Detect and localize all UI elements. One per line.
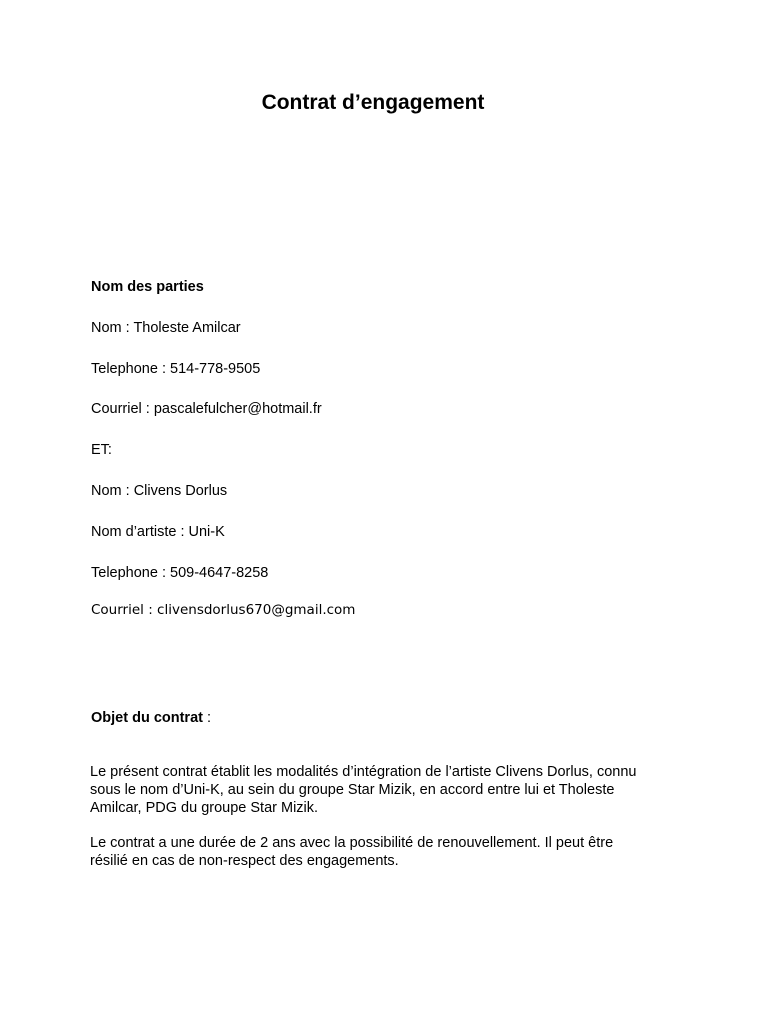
object-heading-line <box>91 710 211 726</box>
object-heading-suffix: : <box>202 710 212 726</box>
party2-email: Courriel : clivensdorlus670@gmail.com <box>91 602 356 618</box>
parties-heading: Nom des parties <box>91 279 204 295</box>
party1-email: Courriel : pascalefulcher@hotmail.fr <box>91 401 322 417</box>
party2-name: Nom : Clivens Dorlus <box>91 483 228 499</box>
parties-separator: ET: <box>91 442 112 458</box>
object-paragraph-2: Le contrat a une durée de 2 ans avec la possibilité de renouvellement. Il peut être résilié en cas de non-respect des engagements. <box>90 835 614 869</box>
document-title: Contrat d’engagement <box>261 91 485 114</box>
object-heading: Objet du contrat <box>91 710 203 726</box>
party1-phone: Telephone : 514-778-9505 <box>91 361 261 377</box>
party2-phone: Telephone : 509-4647-8258 <box>91 565 269 581</box>
party1-name: Nom : Tholeste Amilcar <box>91 320 241 336</box>
party2-artist-name: Nom d’artiste : Uni-K <box>91 524 225 540</box>
object-paragraph-1: Le présent contrat établit les modalités d’intégration de l’artiste Clivens Dorlus, connu sous le nom d’Uni-K, au sein du groupe Star Mizik, en accord entre lui et Tholeste Amilcar, PDG du groupe Star Mizik. <box>90 764 637 816</box>
